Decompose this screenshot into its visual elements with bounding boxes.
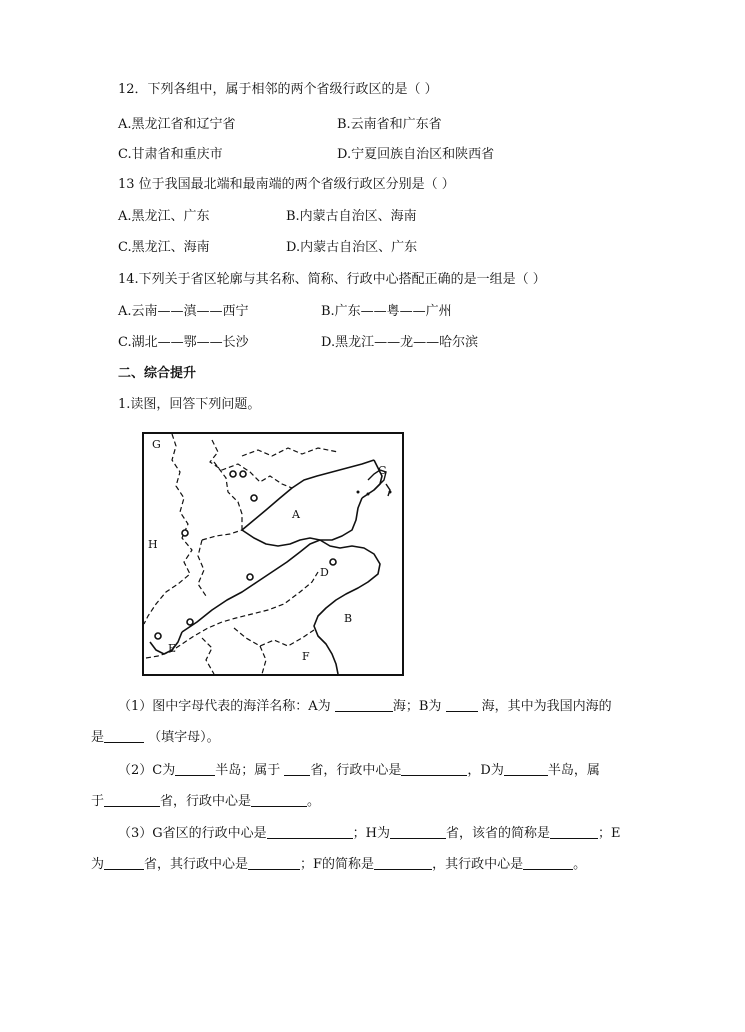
map-label-g: G [152, 438, 161, 451]
q14-option-d: D.黑龙江——龙——哈尔滨 [321, 335, 479, 350]
blank-f-abbrev[interactable] [374, 856, 432, 870]
blank-b-sea[interactable] [446, 698, 478, 712]
blank-c-province[interactable] [284, 762, 310, 776]
q14-option-c: C.湖北——鄂——长沙 [118, 335, 249, 350]
map-label-b: B [344, 612, 353, 625]
q13-option-a: A.黑龙江、广东 [118, 209, 210, 224]
q12-option-a: A.黑龙江省和辽宁省 [118, 117, 236, 132]
blank-f-capital[interactable] [523, 856, 573, 870]
q12-option-c: C.甘肃省和重庆市 [118, 147, 223, 162]
blank-h-abbrev[interactable] [550, 825, 598, 839]
q13-option-d: D.内蒙古自治区、广东 [286, 240, 418, 255]
sub2-line1: （2）C为 半岛；属于 省，行政中心是 ，D为 半岛，属 [118, 763, 600, 778]
q14-option-b: B.广东——粤——广州 [321, 304, 452, 319]
blank-c-capital[interactable] [401, 762, 467, 776]
sub2-line2: 于 省，行政中心是 。 [91, 794, 321, 809]
map-label-d: D [320, 566, 329, 579]
map-label-a: A [292, 508, 300, 521]
map-label-h: H [148, 538, 158, 551]
q13-stem: 13 位于我国最北端和最南端的两个省级行政区分别是（ ） [118, 177, 455, 192]
map-label-c: C [378, 464, 387, 477]
blank-h-province[interactable] [390, 825, 446, 839]
sub3-line1: （3）G省区的行政中心是 ；H为 省，该省的简称是 ；E [118, 826, 621, 841]
q14-stem: 14.下列关于省区轮廓与其名称、简称、行政中心搭配正确的是一组是（ ） [118, 272, 546, 287]
question-instruction: 1.读图，回答下列问题。 [118, 397, 261, 412]
q13-option-c: C.黑龙江、海南 [118, 240, 210, 255]
q12-option-b: B.云南省和广东省 [337, 117, 442, 132]
q12-option-d: D.宁夏回族自治区和陕西省 [337, 147, 495, 162]
q12-stem: 12．下列各组中，属于相邻的两个省级行政区的是（ ） [118, 82, 438, 97]
blank-g-capital[interactable] [267, 825, 353, 839]
q14-option-a: A.云南——滇——西宁 [118, 304, 249, 319]
blank-inland-sea[interactable] [104, 729, 144, 743]
section-heading: 二、综合提升 [118, 366, 197, 381]
sub3-line2: 为 省，其行政中心是 ；F的简称是 ，其行政中心是 。 [91, 857, 587, 872]
blank-e-province[interactable] [104, 856, 144, 870]
blank-d-province[interactable] [104, 793, 160, 807]
blank-a-sea[interactable] [335, 698, 393, 712]
bohai-region-map [142, 432, 404, 676]
sub1-line1: （1）图中字母代表的海洋名称：A为 海；B为 海，其中为我国内海的 [118, 699, 612, 714]
blank-d-capital[interactable] [251, 793, 307, 807]
q13-option-b: B.内蒙古自治区、海南 [286, 209, 417, 224]
blank-e-capital[interactable] [248, 856, 300, 870]
sub1-line2: 是 （填字母）。 [91, 730, 220, 745]
map-label-f: F [302, 650, 310, 663]
map-label-e: E [168, 642, 177, 655]
blank-d-peninsula[interactable] [504, 762, 548, 776]
blank-c-peninsula[interactable] [175, 762, 215, 776]
